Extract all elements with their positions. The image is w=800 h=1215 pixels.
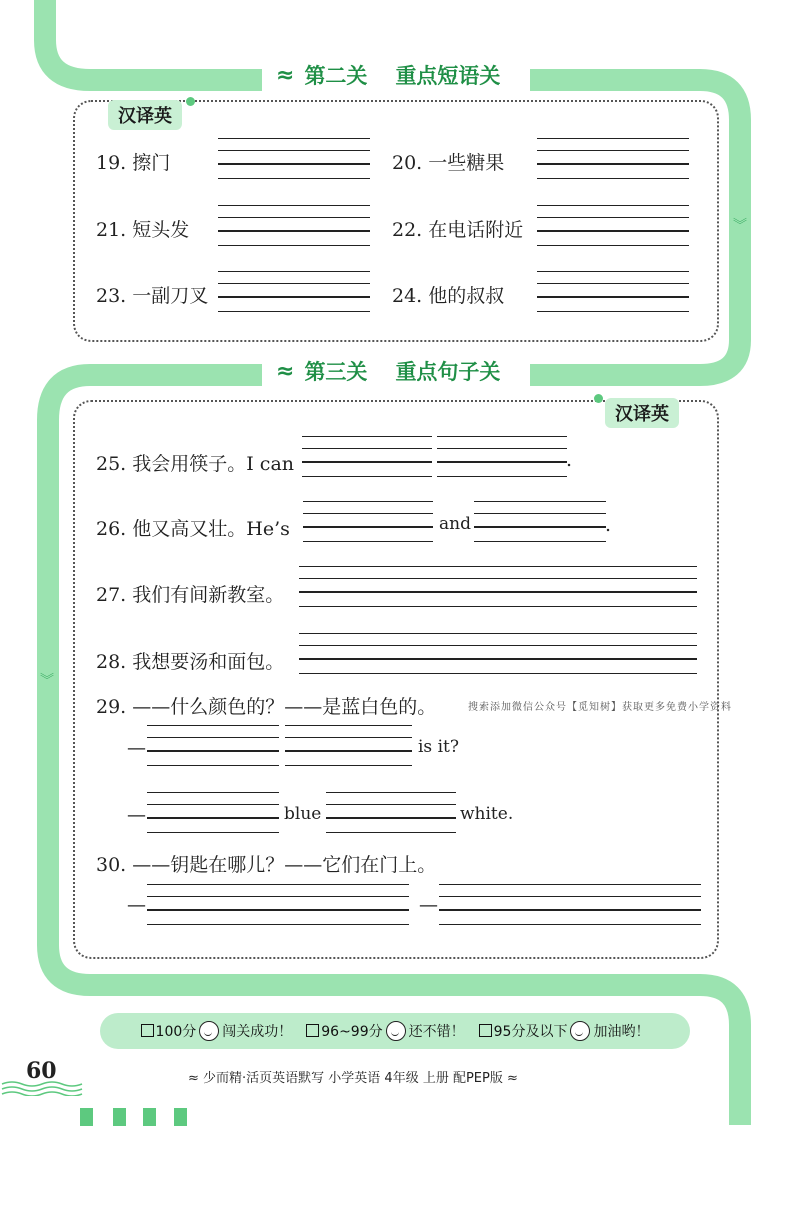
question-21: 21. 短头发 xyxy=(96,219,190,241)
question-19: 19. 擦门 xyxy=(96,152,171,174)
page-number: 60 xyxy=(26,1058,57,1084)
answer-lines-25b[interactable] xyxy=(437,436,567,480)
smile-face-icon xyxy=(386,1021,406,1041)
score-option-100[interactable]: 100分 闯关成功！ xyxy=(141,1021,293,1041)
question-29: 29. ——什么颜色的？——是蓝白色的。 xyxy=(96,696,437,718)
answer-lines-22[interactable] xyxy=(537,205,689,249)
decor-square xyxy=(80,1108,93,1126)
word-blue: blue xyxy=(284,804,322,824)
score-option-96-99[interactable]: 96~99分 还不错！ xyxy=(306,1021,464,1041)
decor-square xyxy=(143,1108,156,1126)
score-bar xyxy=(100,1013,690,1049)
answer-lines-26b[interactable] xyxy=(474,501,606,545)
answer-lines-19[interactable] xyxy=(218,138,370,182)
answer-lines-30a[interactable] xyxy=(147,884,409,928)
answer-lines-24[interactable] xyxy=(537,271,689,315)
question-20: 20. 一些糖果 xyxy=(392,152,505,174)
question-30: 30. ——钥匙在哪儿？——它们在门上。 xyxy=(96,854,437,876)
words-is-it: is it? xyxy=(418,737,459,757)
period: . xyxy=(566,449,573,471)
answer-lines-21[interactable] xyxy=(218,205,370,249)
word-white: white. xyxy=(460,804,514,824)
question-25: 25. 我会用筷子。I can xyxy=(96,453,295,475)
checkbox-icon xyxy=(141,1024,154,1037)
answer-lines-27[interactable] xyxy=(299,566,697,610)
answer-lines-26a[interactable] xyxy=(303,501,433,545)
question-24: 24. 他的叔叔 xyxy=(392,285,505,307)
tag-translate: 汉译英 xyxy=(605,398,679,428)
question-28: 28. 我想要汤和面包。 xyxy=(96,651,285,673)
score-option-95-below[interactable]: 95分及以下 加油哟！ xyxy=(479,1021,650,1041)
cheer-face-icon xyxy=(570,1021,590,1041)
decor-square xyxy=(174,1108,187,1126)
question-26: 26. 他又高又壮。He’s xyxy=(96,518,290,540)
answer-lines-30b[interactable] xyxy=(439,884,701,928)
answer-lines-29b[interactable] xyxy=(285,725,412,769)
checkbox-icon xyxy=(479,1024,492,1037)
dash: — xyxy=(419,894,438,916)
leaf-icon xyxy=(594,394,603,403)
leaf-icon xyxy=(186,97,195,106)
question-27: 27. 我们有间新教室。 xyxy=(96,584,285,606)
dash: — xyxy=(127,894,146,916)
decor-square xyxy=(113,1108,126,1126)
answer-lines-29c[interactable] xyxy=(147,792,279,836)
wave-lines-icon xyxy=(0,1080,92,1096)
tag-translate: 汉译英 xyxy=(108,100,182,130)
question-23: 23. 一副刀叉 xyxy=(96,285,209,307)
smile-face-icon xyxy=(199,1021,219,1041)
checkbox-icon xyxy=(306,1024,319,1037)
footer-book-title: ≈ 少而精·活页英语默写 小学英语 4年级 上册 配PEP版 ≈ xyxy=(188,1071,518,1086)
question-22: 22. 在电话附近 xyxy=(392,219,524,241)
watermark: 搜索添加微信公众号【觅知树】获取更多免费小学资料 xyxy=(468,702,732,713)
answer-lines-23[interactable] xyxy=(218,271,370,315)
answer-lines-25a[interactable] xyxy=(302,436,432,480)
answer-lines-29a[interactable] xyxy=(147,725,279,769)
answer-lines-29d[interactable] xyxy=(326,792,456,836)
answer-lines-20[interactable] xyxy=(537,138,689,182)
dash: — xyxy=(127,737,146,759)
answer-lines-28[interactable] xyxy=(299,633,697,677)
period: . xyxy=(605,514,612,536)
word-and: and xyxy=(439,514,471,534)
section3-title: ≈ 第三关 重点句子关 xyxy=(262,354,514,388)
chevron-down-icon: ︾ xyxy=(733,218,747,234)
chevron-down-icon: ︾ xyxy=(40,673,54,689)
dash: — xyxy=(127,804,146,826)
section2-title: ≈ 第二关 重点短语关 xyxy=(262,58,514,92)
